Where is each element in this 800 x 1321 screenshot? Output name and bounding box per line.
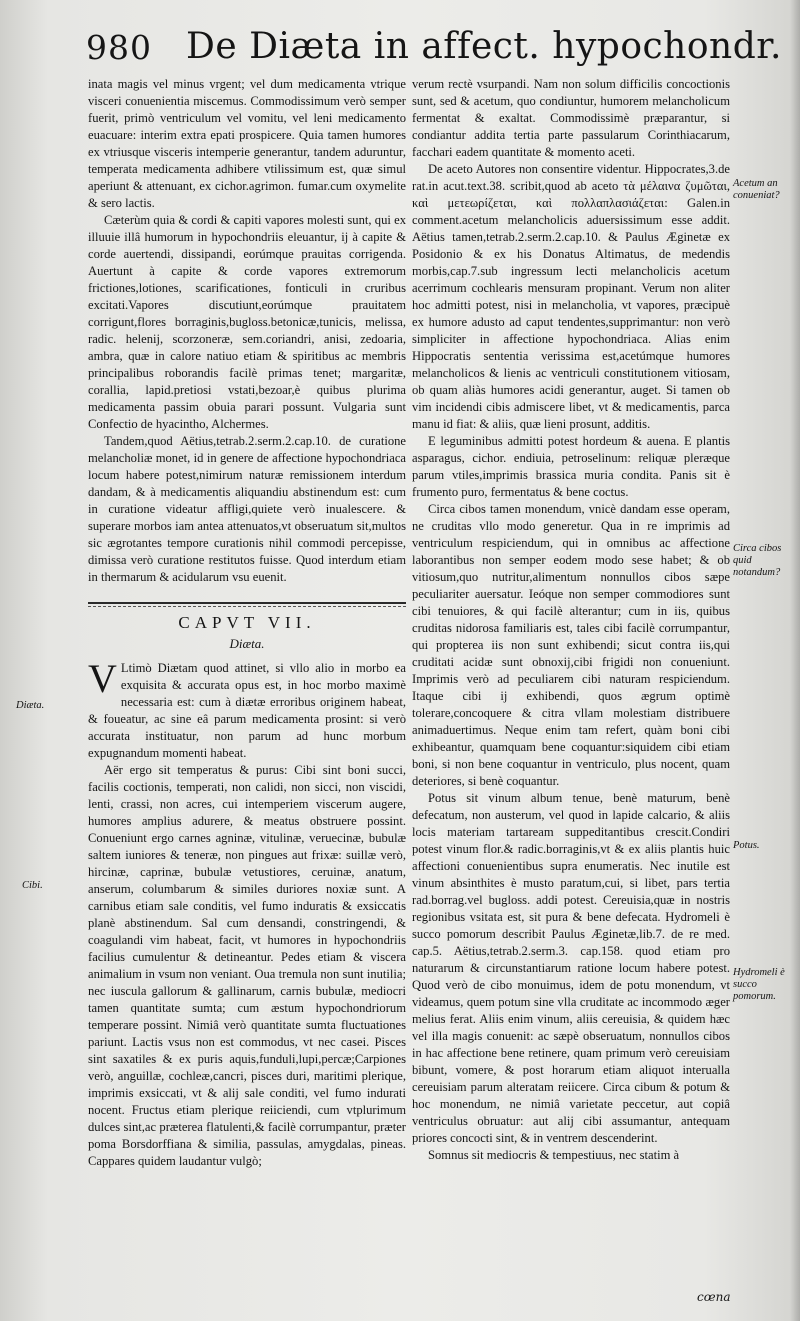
page-number: 980 — [86, 28, 152, 67]
margin-note-potus: Potus. — [733, 840, 760, 851]
margin-note-hydromeli: Hydromeli è succo pomorum. — [733, 967, 785, 1002]
paragraph: Cæterùm quia & cordi & capiti vapores molesti sunt, qui ex illuuie illâ humorum in hypochondriis eleuantur, ij à capite & corde auertendi, dissipandi, eorúmque prauitas corrigenda. Auertunt à capite & corde vapores extremorum frictiones,lotiones, scarificationes, fonticuli in cruribus excitati.Vapores discutiunt,eorúmque prauitatem corrigunt,flores borraginis,bugloss.betonicæ,tunicis, melissa, radic. helenij, scorzoneræ, sem.coriandri, anisi, zedoaria, ambra, quæ in calore natiuo etiam & spiritibus ac membris principalibus roborandis facilè primas tenet; margaritæ, corallia, lapid.pretiosi vstati,bezoar,è quibus plurima medicamenta passim obuia parari possunt. Vulgaria sunt Confectio de hyacintho, Alchermes. — [88, 213, 406, 431]
paragraph — [88, 656, 406, 762]
paragraph-text: Ltimò Diætam quod attinet, si vllo alio in morbo ea exquisita & accurata opus est, in hoc morbo maximè necessaria est: cum à diætæ erroribus originem habeat, & foueatur, ac sine eâ parum medicamenta prosint: si verò accurata instituatur, non parum ad hunc morbum expugnandum momenti habeat. — [88, 661, 406, 760]
chapter-divider — [88, 602, 406, 604]
paragraph: Tandem,quod Aëtius,tetrab.2.serm.2.cap.10. de curatione melancholiæ monet, id in genere de affectione hypochondriaca locum habere potest,nimirum naturæ remissionem interdum dandam, & à medicamentis aliquandiu abstinendum est: cum in curatione videatur affligi,quiete verò inualescere. & superare morbos iam antea attenuatos,vt obseruatum sit,multos sic ægrotantes tempore curationis nihil commodi percepisse, dimissa verò curatione restitutos fuisse. Quod interdum etiam in thermarum & acidularum vsu euenit. — [88, 434, 406, 584]
paragraph: Circa cibos tamen monendum, vnicè dandam esse operam, ne cruditas vllo modo generetur. Qua in re imprimis ad ventriculum respiciendum, qui in omnibus ac affectione laborantibus non semper eodem modo sese habet; & ob vitiosum,quo nutritur,alimentum nonnullos cibos sæpe peculiariter auersatur. Ieóque non semper commodiores sunt cibi tenuiores, & qui facilè alterantur; cum in iis, quibus cruditas nidorosa familiaris est, tales cibi facilè corrumpantur, qui propterea iis non sunt exhibendi; sicut contra iis,qui cruditati acidæ sunt obnoxij,cibi frigidi non conueniunt. Imprimis verò ad peculiarem cibi naturam respiciendum. Itaque cibi ij exhibendi, quos ægrum optimè tolerare,concoquere & citra vllam molestiam distribuere animaduertimus. Neque enim tam refert, quàm boni cibi exhibeantur, quamquam bene coquantur:siquidem cibi etiam boni, si non bene coquantur in ventriculo, plus nocent, quam deteriores, si benè coquantur. — [412, 502, 730, 788]
margin-note-acetum: Acetum an conueniat? — [733, 178, 780, 201]
page-header — [86, 26, 782, 76]
catchword: cœna — [697, 1290, 731, 1304]
page-edge-shadow — [790, 0, 800, 1321]
margin-note-circa-cibos: Circa cibos quid notandum? — [733, 543, 782, 578]
chapter-subtitle: Diæta. — [229, 636, 265, 651]
paragraph: Somnus sit mediocris & tempestiuus, nec statim à — [428, 1148, 680, 1162]
right-column — [412, 76, 730, 1164]
left-column — [88, 76, 406, 1170]
paragraph: Potus sit vinum album tenue, benè maturum, benè defecatum, non austerum, vel quod in lapide calcario, & aliis locis materiam tartaream suppeditantibus crescit.Condiri potest vinum flor.& radic.borraginis,vt & ex aliis plantis huic affectioni conuenientibus supra enumeratis. Nec inutile est vinum absinthites è musto paratum,cui, si libet, pars tertia rad.borrag.vel bugloss. addi potest. Cereuisia,quæ in nostris regionibus vsitata est, sit pura & bene defecata. Hydromeli è succo pomorum describit Paulus Æginetæ,lib.7. de re med. cap.5. Aëtius,tetrab.2.serm.3. cap.158. quod etiam pro naturarum & circunstantiarum ratione locum habere potest. Quod verò de cibo monuimus, idem de potu monendum, vt videamus, quem potum sine vlla cruditate ac incommodo æger melius ferat. Aliis enim vinum, aliis cereuisia, & quidem hæc vel illa magis conuenit: ac sæpè obseruatum, nonnullos cibos in hac affectione bene retinere, quam primum verò cereuisiam bibunt, vomere, & post horarum etiam aliquot interualla cereuisiam parum alteratam reiicere. Circa cibum & potum & hoc monendum, ne nimiâ varietate peccetur, aut copiâ ventriculus obruatur: aut alij cibi assumantur, antequam priores concocti sint, & in ventrem descenderint. — [412, 791, 730, 1145]
paragraph: Aër ergo sit temperatus & purus: Cibi sint boni succi, facilis coctionis, temperati, non calidi, non sicci, non viscidi, lenti, crassi, non acres, cui intemperiem viscerum augere, humores amplius adurere, & meatus obstruere possint. Conueniunt ergo carnes agninæ, vitulinæ, veruecinæ, bubulæ saltem iuniores & teneræ, non pingues aut frixæ: suillæ verò, hircinæ, caprinæ, bubulæ vetustiores, ceruinæ, anatum, anserum, columbarum & similes duriores noxiæ sunt. A carnibus etiam sale conditis, vel fumo induratis & exsiccatis planè abstinendum. Sal cum densandi, constringendi, & coagulandi vim habeat, facit, vt humores in hypochondriis facilius cumulentur & detineantur. Pedes etiam & viscera animalium in vsum non veniant. Oua tremula non sunt inutilia; nec iuscula gallorum & gallinarum, carnis bubulæ, mediocri tamen quantitate sumta; cum æstum hypochondriorum temperare possint. Nimiâ verò quantitate sumta fluctuationes pariunt. Lactis vsus non est commodus, vt nec casei. Pisces sint saxatiles & ex puris aquis,funduli,lupi,percæ;Carpiones verò, anguillæ, cochleæ,cancri, pisces duri, maritimi plerique, imprimis exsiccati, vt & alij sale conditi, vel fumo indurati nocent. Fructus etiam plerique reiiciendi, cum vtplurimum dulces sint,ac præterea flatulenti,& facilè corrumpantur, præter poma Borsdorffiana & similia, passulas, amygdalas, pineas. Cappares quidem laudantur vulgò; — [88, 763, 406, 1168]
paragraph: verum rectè vsurpandi. Nam non solum difficilis concoctionis sunt, sed & acetum, quo condiuntur, humorem melancholicum fermentat & exaltat. Commodissimè præparantur, si condiantur addita tertia parte passularum Corinthiacarum, facchari eadem quantitate & momento aceti. — [412, 77, 730, 159]
running-title: De Diæta in affect. hypochondr. — [186, 26, 782, 67]
margin-note-cibi: Cibi. — [22, 880, 43, 891]
drop-cap: V — [88, 656, 117, 701]
chapter-title: CAPVT VII. — [178, 613, 316, 632]
paragraph: E leguminibus admitti potest hordeum & auena. E plantis asparagus, cichor. endiuia, petroselinum: reliquæ pleræque parum vtiles,imprimis brassica muria condita. Panis sit è frumento puro, fermentatus & bene coctus. — [412, 434, 730, 499]
paragraph: inata magis vel minus vrgent; vel dum medicamenta vtrique visceri conuenientia miscemus. Commodissimum verò semper fuerit, primò ventriculum vel vomitu, vel leni medicamento euacuare: interim extra epati prospicere. Quia tamen humores ex vtriusque visceris intemperie generantur, tandem aduruntur, temperata medicamenta adhibere vtilissimum est, quæ simul aperiunt & attenuant, ex cichor.agrimon. fumar.cum oxymelite & sero lactis. — [88, 77, 406, 210]
margin-note-diata: Diæta. — [16, 700, 45, 711]
paragraph: De aceto Autores non consentire videntur. Hippocrates,3.de rat.in acut.text.38. scribit,quod ab aceto τὰ μέλαινα ζυμῶται, καὶ μετεωρίζεται, καὶ πολλαπλασιάζεται: Galen.in comment.acetum melancholicis aduersissimum esse addit. Aëtius tamen,tetrab.2.serm.2.cap.10. & Paulus Æginetæ ex Posidonio & ex his Donatus Altimatus, de medendis morbis,cap.7.sub ingressum lecti melancholicis acetum acerrimum cochlearis mensuram propinant. Verum non aliter hoc admitti potest, nisi in melancholia, vt vapores, præcipuè ex humore adusto ad caput tendentes,supprimantur: non verò simpliciter in affectione hypochondriaca. Alias enim Hippocratis sententia verissima est,acetúmque humores melancholicos & lienis ac ventriculi constitutionem vitiosam, ob quam aliàs humores acidi generantur, auget. Si tamen ob vim incidendi cibis admiscere libet, vt & medicamentis, parca manu id fiat: & aliis, quæ lieni prosunt, additis. — [412, 162, 730, 431]
